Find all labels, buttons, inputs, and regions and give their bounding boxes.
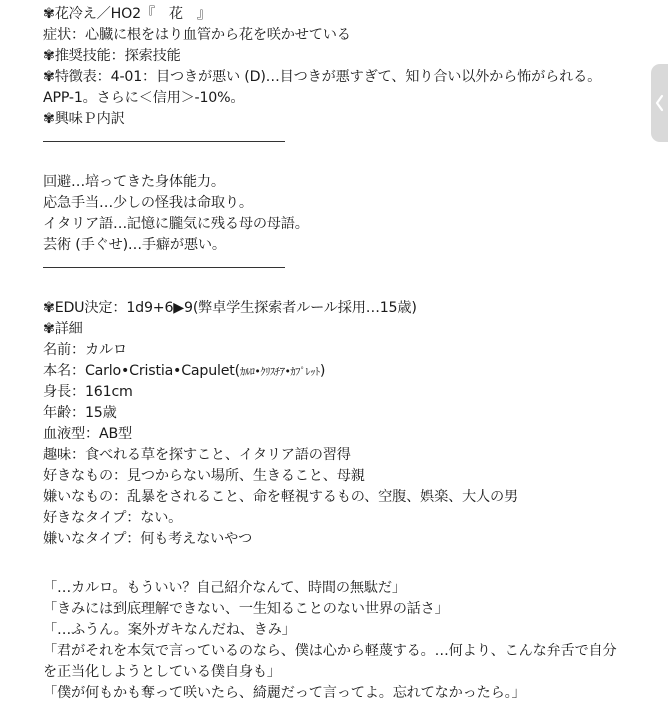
trait-line: ✾特徴表：4-01：目つきが悪い (D)…目つきが悪すぎて、知り合い以外から怖がられる。 [43,69,602,85]
divider [43,256,643,277]
character-sheet-text [43,4,643,704]
height-line: 身長：161cm [43,384,133,400]
quote-line-continued: を正当化しようとしている僕自身も」 [43,664,281,680]
dislikes-line: 嫌いなもの：乱暴をされること、命を軽視するもの、空腹、娯楽、大人の男 [43,489,519,505]
real-name-text: 本名：Carlo•Cristia•Capulet( [43,363,240,379]
likes-line: 好きなもの：見つからない場所、生きること、母親 [43,468,365,484]
divider [43,130,643,151]
skill-art-line: 芸術 (手ぐせ)…手癖が悪い。 [43,237,226,253]
quote-line: 「…カルロ。もういい？自己紹介なんて、時間の無駄だ」 [43,580,406,596]
quote-line: 「君がそれを本気で言っているのなら、僕は心から軽蔑する。…何より、こんな弁舌で自分 [43,643,617,659]
name-line: 名前：カルロ [43,342,127,358]
header-line: ✾花冷え／HO2『 花 』 [43,6,211,22]
skill-dodge-line: 回避…培ってきた身体能力。 [43,174,225,190]
real-name-katakana: ｶﾙﾛ•ｸﾘｽﾁｱ•ｶﾌﾟﾚｯﾄ [240,366,320,378]
quote-line: 「僕が何もかも奪って咲いたら、綺麗だって言ってよ。忘れてなかったら。」 [43,685,526,701]
recommended-skill-line: ✾推奨技能：探索技能 [43,48,181,64]
edu-line: ✾EDU決定：1d9+6▶9(弊卓学生探索者ルール採用…15歳) [43,300,417,316]
spacer [43,277,643,298]
hobby-line: 趣味：食べれる草を探すこと、イタリア語の習得 [43,447,351,463]
blood-type-line: 血液型：AB型 [43,426,132,442]
disliked-type-line: 嫌いなタイプ：何も考えないやつ [43,531,253,547]
chevron-left-icon [655,94,664,112]
trait-effect-line: APP-1。さらに＜信用＞-10%。 [43,90,245,106]
skill-first-aid-line: 応急手当…少しの怪我は命取り。 [43,195,253,211]
spacer [43,571,643,578]
quote-line: 「きみには到底理解できない、一生知ることのない世界の話さ」 [43,601,449,617]
interest-points-heading: ✾興味Ｐ内訳 [43,111,125,127]
symptom-line: 症状：心臓に根をはり血管から花を咲かせている [43,27,351,43]
age-line: 年齢：15歳 [43,405,117,421]
side-panel-tab[interactable] [651,64,668,142]
details-heading: ✾詳細 [43,321,83,337]
real-name-line [43,361,643,382]
real-name-close: ) [319,363,326,379]
spacer [43,151,643,172]
quote-line: 「…ふうん。案外ガキなんだね、きみ」 [43,622,296,638]
skill-italian-line: イタリア語…記憶に朧気に残る母の母語。 [43,216,309,232]
spacer [43,550,643,571]
liked-type-line: 好きなタイプ：ない。 [43,510,183,526]
